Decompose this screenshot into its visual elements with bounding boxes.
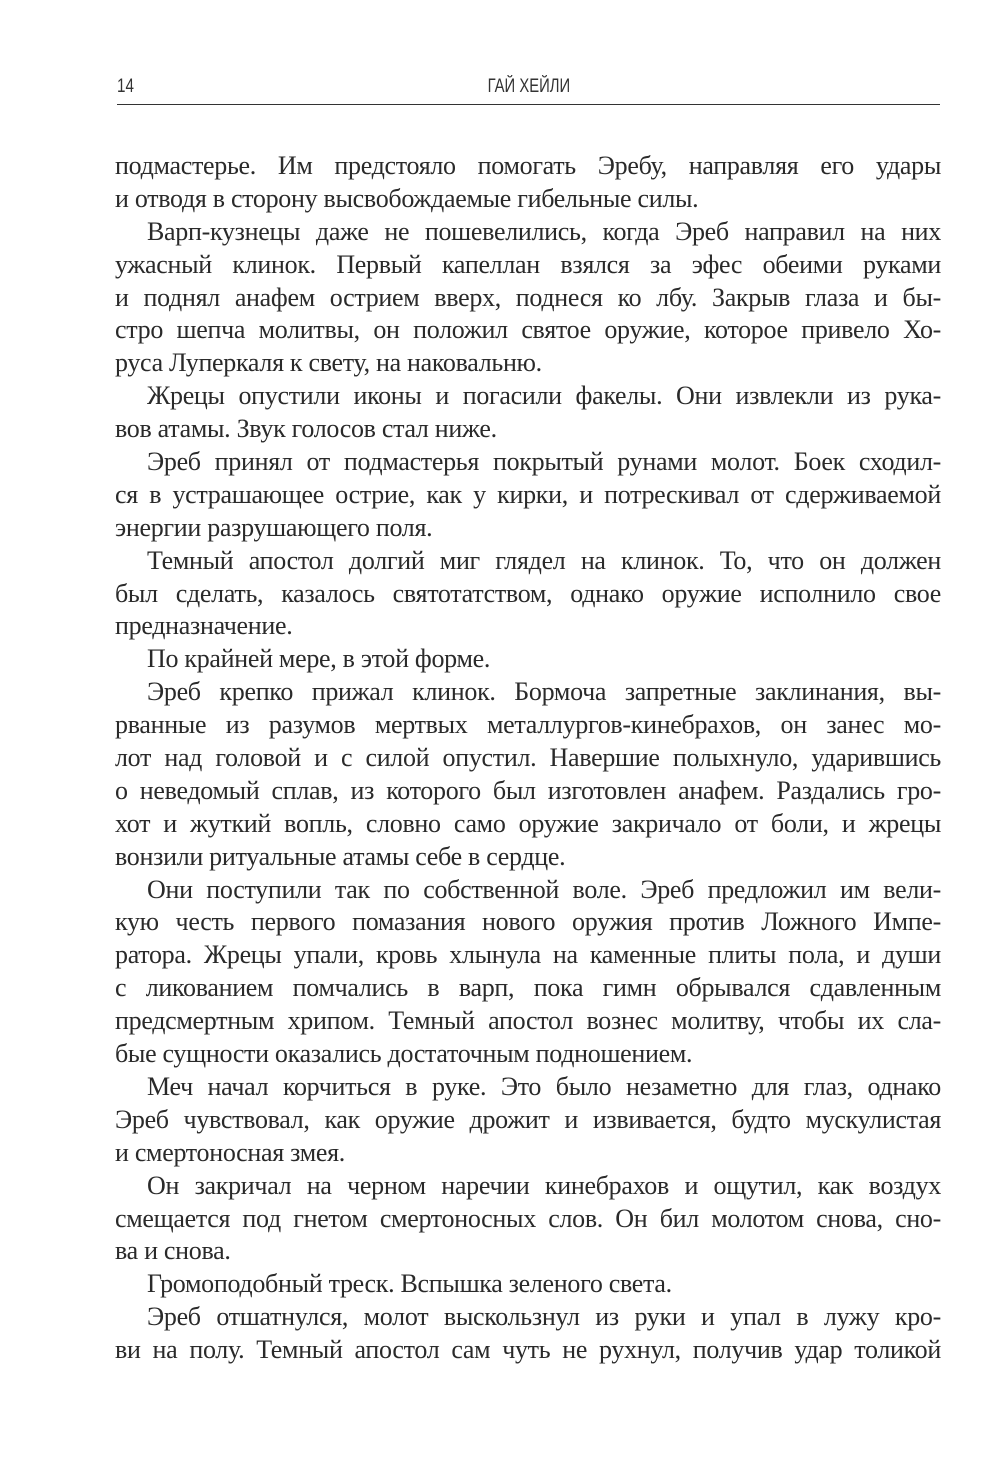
paragraph <box>115 380 941 446</box>
text-line: и смертоносная змея. <box>115 1137 345 1167</box>
text-line: с ликованием помчались в варп, пока гимн обрывался сдавленным <box>115 973 941 1003</box>
text-line: стро шепча молитвы, он положил святое оружие, которое привело Хо- <box>115 315 941 345</box>
paragraph <box>115 1071 941 1170</box>
paragraph <box>115 216 941 380</box>
text-line: кую честь первого помазания нового оружия против Ложного Импе- <box>115 907 941 937</box>
text-line: Эреб отшатнулся, молот выскользнул из руки и упал в лужу кро- <box>147 1302 941 1332</box>
text-line: Варп-кузнецы даже не пошевелились, когда Эреб направил на них <box>147 216 941 246</box>
paragraph <box>115 150 941 216</box>
text-line: хот и жуткий вопль, словно само оружие закричало от боли, и жрецы <box>115 808 941 838</box>
paragraph <box>115 446 941 545</box>
text-line: вонзили ритуальные атамы себе в сердце. <box>115 841 566 871</box>
text-line: смещается под гнетом смертоносных слов. Он бил молотом снова, сно- <box>115 1203 941 1233</box>
text-line: Жрецы опустили иконы и погасили факелы. Они извлекли из рука- <box>147 381 941 411</box>
text-line: руса Луперкаля к свету, на наковальню. <box>115 348 542 378</box>
text-line: предназначение. <box>115 611 293 641</box>
text-line: ви на полу. Темный апостол сам чуть не рухнул, получив удар толикой <box>115 1335 941 1365</box>
text-line: Эреб чувствовал, как оружие дрожит и извивается, будто мускулистая <box>115 1104 941 1134</box>
text-line: Темный апостол долгий миг глядел на клинок. То, что он должен <box>147 545 941 575</box>
running-title <box>117 76 940 98</box>
paragraph <box>115 1268 941 1301</box>
text-line: предсмертным хрипом. Темный апостол вознес молитву, чтобы их сла- <box>115 1006 941 1036</box>
body-text <box>115 150 941 1367</box>
paragraph <box>115 676 941 873</box>
text-line: ратора. Жрецы упали, кровь хлынула на каменные плиты пола, и души <box>115 940 941 970</box>
text-line: и поднял анафем острием вверх, поднеся ко лбу. Закрыв глаза и бы- <box>115 282 941 312</box>
text-line: лот над головой и с силой опустил. Навершие полыхнуло, ударившись <box>115 743 941 773</box>
paragraph <box>115 545 941 644</box>
text-line: Громоподобный треск. Вспышка зеленого света. <box>147 1269 672 1299</box>
text-line: был сделать, казалось святотатством, однако оружие исполнило свое <box>115 578 941 608</box>
paragraph <box>115 1301 941 1367</box>
text-line: Меч начал корчиться в руке. Это было незаметно для глаз, однако <box>147 1071 941 1101</box>
text-line: По крайней мере, в этой форме. <box>147 644 491 674</box>
text-line: Они поступили так по собственной воле. Эреб предложил им вели- <box>147 874 941 904</box>
text-line: о неведомый сплав, из которого был изготовлен анафем. Раздались гро- <box>115 775 941 805</box>
text-line: ся в устрашающее острие, как у кирки, и потрескивал от сдерживаемой <box>115 479 941 509</box>
text-line: ва и снова. <box>115 1236 231 1266</box>
paragraph <box>115 1170 941 1269</box>
text-line: энергии разрушающего поля. <box>115 512 433 542</box>
page-number: 14 <box>117 76 134 97</box>
text-line: подмастерье. Им предстояло помогать Эребу, направляя его удары <box>115 151 941 180</box>
text-line: ужасный клинок. Первый капеллан взялся за эфес обеими руками <box>115 249 941 279</box>
text-line: бые сущности оказались достаточным подношением. <box>115 1039 693 1069</box>
paragraph <box>115 874 941 1071</box>
paragraph <box>115 643 941 676</box>
running-header <box>117 76 940 105</box>
text-line: рванные из разумов мертвых металлургов-кинебрахов, он занес мо- <box>115 710 941 740</box>
running-title-text: ГАЙ ХЕЙЛИ <box>487 76 570 97</box>
text-line: Он закричал на черном наречии кинебрахов и ощутил, как воздух <box>147 1170 941 1200</box>
text-line: и отводя в сторону высвобождаемые гибельные силы. <box>115 183 699 213</box>
text-line: вов атамы. Звук голосов стал ниже. <box>115 414 497 444</box>
text-line: Эреб крепко прижал клинок. Бормоча запретные заклинания, вы- <box>147 677 941 707</box>
text-line: Эреб принял от подмастерья покрытый рунами молот. Боек сходил- <box>147 447 941 477</box>
